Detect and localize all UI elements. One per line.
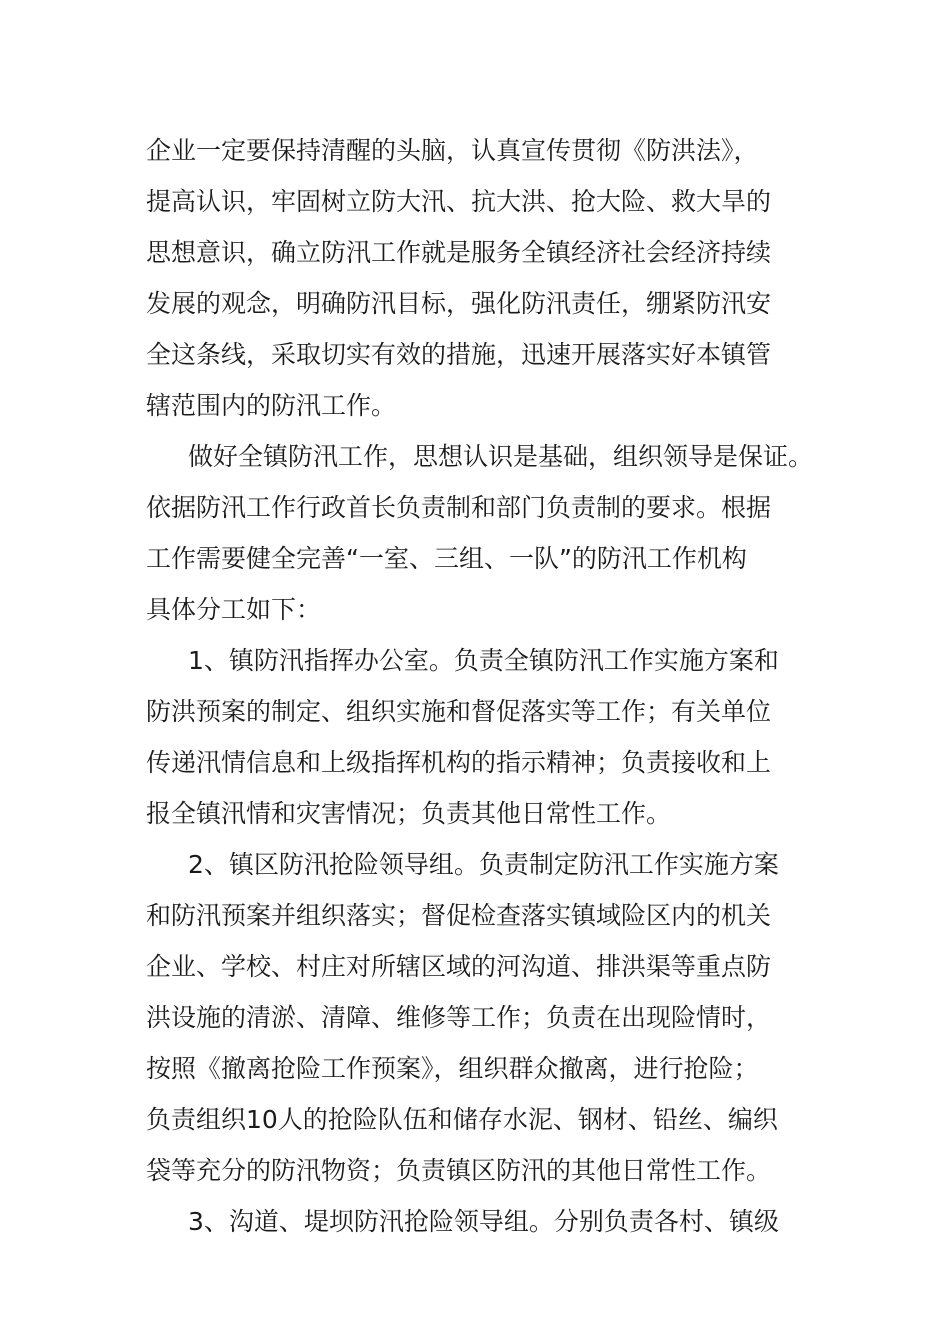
text-line: 工作需要健全完善“一室、三组、一队”的防汛工作机构 xyxy=(146,544,747,573)
text-line: 发展的观念，明确防汛目标，强化防汛责任，绷紧防汛安 xyxy=(146,289,772,318)
text-line: 全这条线，采取切实有效的措施，迅速开展落实好本镇管 xyxy=(146,340,772,369)
text-line: 防洪预案的制定、组织实施和督促落实等工作；有关单位 xyxy=(146,697,772,726)
text-line: 辖范围内的防汛工作。 xyxy=(146,391,397,420)
paragraph-first-line: 3、沟道、堤坝防汛抢险领导组。分别负责各村、镇级 xyxy=(188,1207,779,1236)
text-line: 和防汛预案并组织落实；督促检查落实镇域险区内的机关 xyxy=(146,901,772,930)
text-line: 思想意识，确立防汛工作就是服务全镇经济社会经济持续 xyxy=(146,238,772,267)
text-line: 袋等充分的防汛物资；负责镇区防汛的其他日常性工作。 xyxy=(146,1156,772,1185)
text-line: 传递汛情信息和上级指挥机构的指示精神；负责接收和上 xyxy=(146,748,772,777)
text-line: 提高认识，牢固树立防大汛、抗大洪、抢大险、救大旱的 xyxy=(146,187,772,216)
text-line: 按照《撤离抢险工作预案》，组织群众撤离，进行抢险； xyxy=(146,1054,759,1083)
paragraph-first-line: 做好全镇防汛工作，思想认识是基础，组织领导是保证。 xyxy=(188,442,814,471)
text-line: 具体分工如下： xyxy=(146,595,322,624)
text-line: 企业一定要保持清醒的头脑，认真宣传贯彻《防洪法》， xyxy=(146,136,759,165)
paragraph-first-line: 1、镇防汛指挥办公室。负责全镇防汛工作实施方案和 xyxy=(188,646,779,675)
text-line: 负责组织10人的抢险队伍和储存水泥、钢材、铅丝、编织 xyxy=(146,1105,778,1134)
paragraph-first-line: 2、镇区防汛抢险领导组。负责制定防汛工作实施方案 xyxy=(188,850,779,879)
body-text xyxy=(146,125,826,1247)
text-line: 洪设施的清淤、清障、维修等工作；负责在出现险情时， xyxy=(146,1003,772,1032)
text-line: 依据防汛工作行政首长负责制和部门负责制的要求。根据 xyxy=(146,493,772,522)
text-line: 企业、学校、村庄对所辖区域的河沟道、排洪渠等重点防 xyxy=(146,952,772,981)
text-line: 报全镇汛情和灾害情况；负责其他日常性工作。 xyxy=(146,799,672,828)
